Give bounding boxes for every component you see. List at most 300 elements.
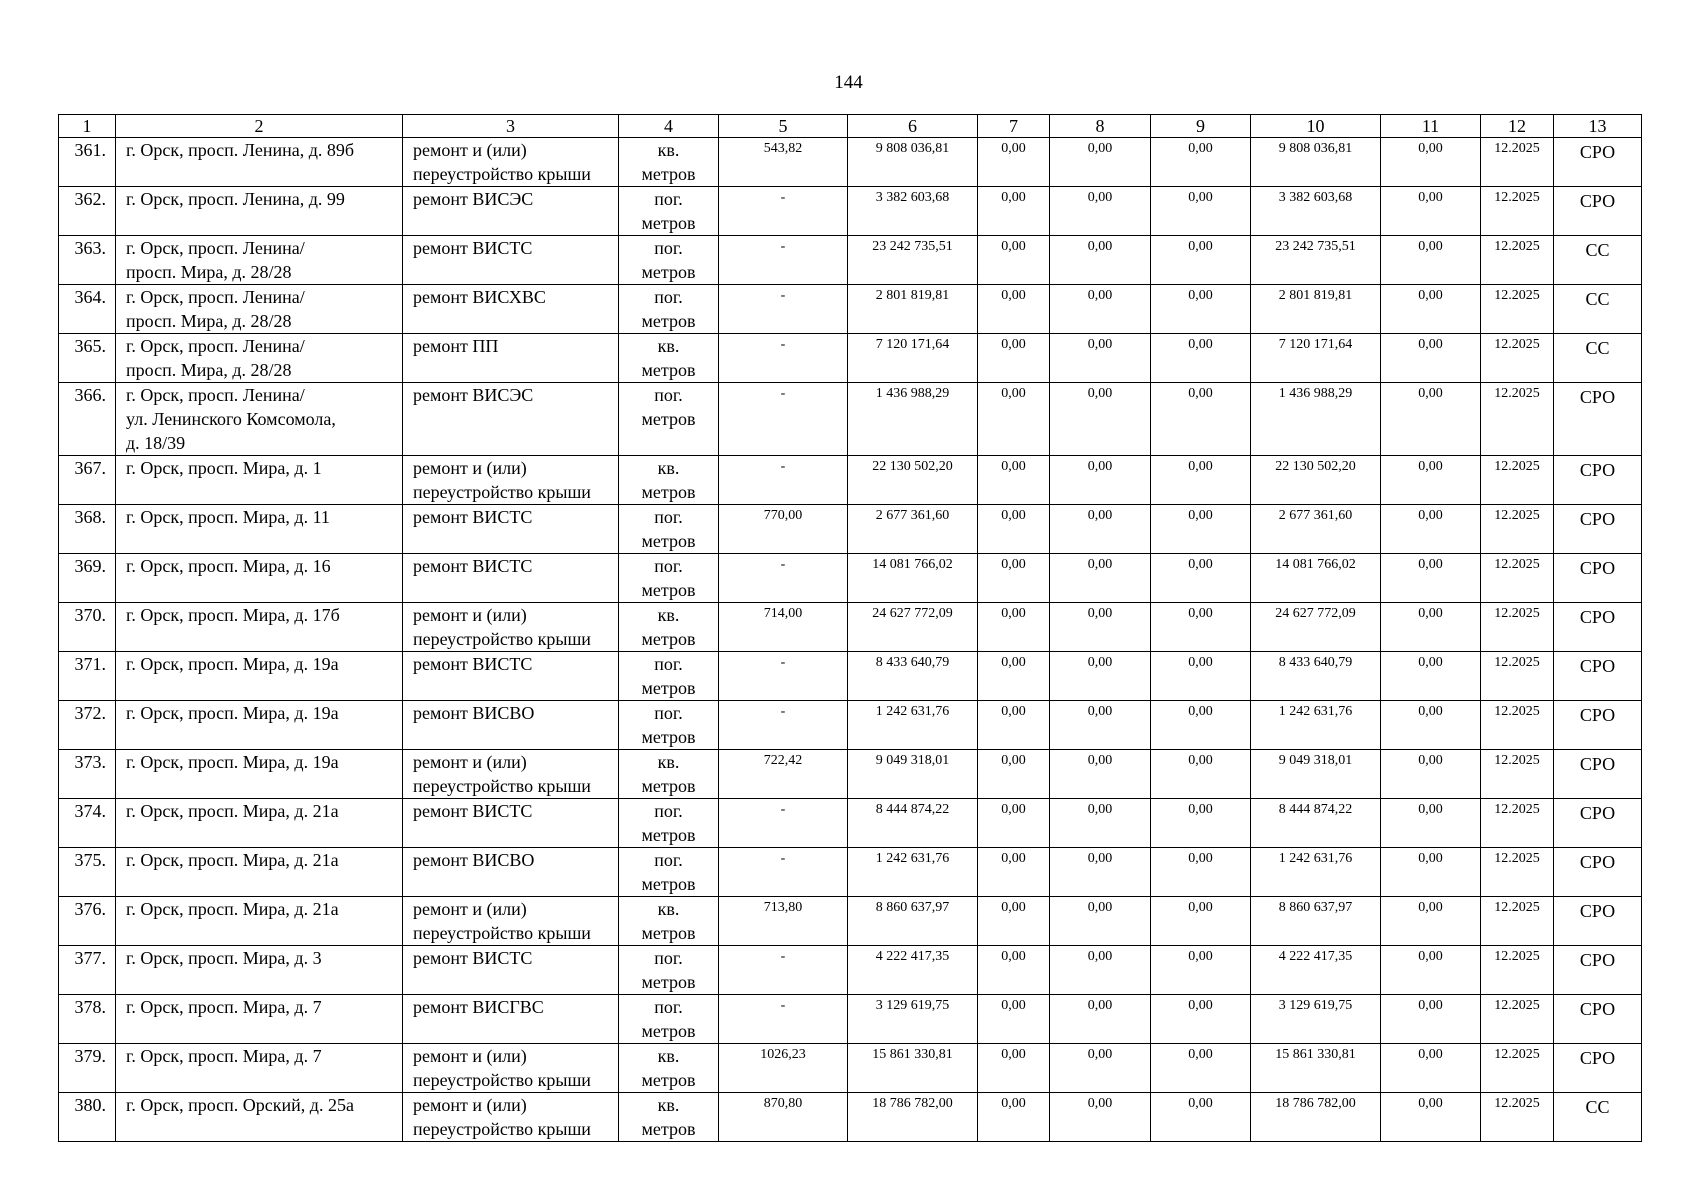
completion-date-cell: 12.2025 (1481, 897, 1554, 946)
address-line: просп. Мира, д. 28/28 (126, 360, 292, 380)
fund-type-cell: СРО (1554, 750, 1642, 799)
work-type-line: переустройство крыши (413, 776, 591, 796)
unit-line: метров (641, 360, 696, 380)
work-type-line: ремонт и (или) (413, 1095, 527, 1115)
work-type-line: ремонт и (или) (413, 140, 527, 160)
work-type-cell (403, 334, 619, 383)
value-cell-7: 0,00 (978, 334, 1050, 383)
value-cell-8: 0,00 (1050, 187, 1151, 236)
unit-line: метров (641, 482, 696, 502)
column-header: 2 (116, 115, 403, 138)
unit-cell (619, 505, 719, 554)
value-cell-8: 0,00 (1050, 995, 1151, 1044)
value-cell-11: 0,00 (1381, 1093, 1481, 1142)
column-header: 10 (1251, 115, 1381, 138)
completion-date-cell: 12.2025 (1481, 554, 1554, 603)
value-cell-8: 0,00 (1050, 456, 1151, 505)
total-cost-cell: 1 436 988,29 (848, 383, 978, 456)
unit-line: пог. (654, 703, 683, 723)
address-line: г. Орск, просп. Ленина/ (126, 238, 305, 258)
total-cost-cell: 3 382 603,68 (848, 187, 978, 236)
completion-date-cell: 12.2025 (1481, 946, 1554, 995)
value-cell-11: 0,00 (1381, 799, 1481, 848)
row-number-cell: 362. (59, 187, 116, 236)
value-cell-8: 0,00 (1050, 505, 1151, 554)
unit-line: метров (641, 923, 696, 943)
address-line: г. Орск, просп. Мира, д. 17б (126, 605, 340, 625)
work-type-cell (403, 701, 619, 750)
value-cell-11: 0,00 (1381, 285, 1481, 334)
work-type-cell (403, 138, 619, 187)
quantity-cell: - (719, 652, 848, 701)
row-number-cell: 367. (59, 456, 116, 505)
completion-date-cell: 12.2025 (1481, 285, 1554, 334)
value-cell-7: 0,00 (978, 995, 1050, 1044)
fund-cost-cell: 24 627 772,09 (1251, 603, 1381, 652)
unit-line: пог. (654, 654, 683, 674)
unit-cell (619, 750, 719, 799)
address-line: г. Орск, просп. Мира, д. 1 (126, 458, 322, 478)
fund-type-cell: СРО (1554, 652, 1642, 701)
address-cell (116, 995, 403, 1044)
unit-line: кв. (657, 1095, 680, 1115)
quantity-cell: 870,80 (719, 1093, 848, 1142)
work-type-cell (403, 554, 619, 603)
work-type-line: ремонт ВИСЭС (413, 189, 534, 209)
value-cell-11: 0,00 (1381, 187, 1481, 236)
value-cell-9: 0,00 (1151, 456, 1251, 505)
total-cost-cell: 23 242 735,51 (848, 236, 978, 285)
fund-type-cell: СРО (1554, 848, 1642, 897)
value-cell-7: 0,00 (978, 750, 1050, 799)
column-header: 4 (619, 115, 719, 138)
value-cell-9: 0,00 (1151, 1044, 1251, 1093)
value-cell-8: 0,00 (1050, 799, 1151, 848)
completion-date-cell: 12.2025 (1481, 1044, 1554, 1093)
work-type-cell (403, 236, 619, 285)
unit-cell (619, 946, 719, 995)
unit-line: метров (641, 972, 696, 992)
value-cell-8: 0,00 (1050, 897, 1151, 946)
value-cell-7: 0,00 (978, 456, 1050, 505)
address-cell (116, 554, 403, 603)
unit-cell (619, 334, 719, 383)
row-number-cell: 361. (59, 138, 116, 187)
work-type-cell (403, 505, 619, 554)
value-cell-8: 0,00 (1050, 603, 1151, 652)
unit-line: пог. (654, 556, 683, 576)
completion-date-cell: 12.2025 (1481, 236, 1554, 285)
fund-cost-cell: 1 436 988,29 (1251, 383, 1381, 456)
unit-line: пог. (654, 850, 683, 870)
row-number-cell: 378. (59, 995, 116, 1044)
value-cell-11: 0,00 (1381, 652, 1481, 701)
row-number-cell: 370. (59, 603, 116, 652)
value-cell-11: 0,00 (1381, 138, 1481, 187)
work-type-line: ремонт и (или) (413, 752, 527, 772)
fund-cost-cell: 14 081 766,02 (1251, 554, 1381, 603)
fund-type-cell: СС (1554, 285, 1642, 334)
address-cell (116, 652, 403, 701)
completion-date-cell: 12.2025 (1481, 456, 1554, 505)
row-number-cell: 372. (59, 701, 116, 750)
table-row (59, 138, 1642, 187)
unit-cell (619, 701, 719, 750)
row-number-cell: 365. (59, 334, 116, 383)
value-cell-11: 0,00 (1381, 554, 1481, 603)
work-type-cell (403, 1044, 619, 1093)
unit-line: метров (641, 678, 696, 698)
value-cell-9: 0,00 (1151, 652, 1251, 701)
table-row (59, 383, 1642, 456)
fund-cost-cell: 22 130 502,20 (1251, 456, 1381, 505)
address-cell (116, 897, 403, 946)
row-number-cell: 369. (59, 554, 116, 603)
value-cell-11: 0,00 (1381, 1044, 1481, 1093)
works-table (58, 114, 1642, 1142)
address-cell (116, 946, 403, 995)
work-type-cell (403, 799, 619, 848)
unit-line: пог. (654, 507, 683, 527)
total-cost-cell: 18 786 782,00 (848, 1093, 978, 1142)
value-cell-11: 0,00 (1381, 897, 1481, 946)
table-row (59, 946, 1642, 995)
unit-cell (619, 897, 719, 946)
quantity-cell: - (719, 456, 848, 505)
fund-type-cell: СРО (1554, 995, 1642, 1044)
fund-type-cell: СРО (1554, 383, 1642, 456)
unit-line: кв. (657, 899, 680, 919)
address-line: г. Орск, просп. Мира, д. 19а (126, 654, 339, 674)
quantity-cell: - (719, 701, 848, 750)
fund-type-cell: СРО (1554, 946, 1642, 995)
unit-line: метров (641, 825, 696, 845)
page-number: 144 (834, 72, 863, 93)
value-cell-8: 0,00 (1050, 946, 1151, 995)
value-cell-9: 0,00 (1151, 138, 1251, 187)
work-type-cell (403, 1093, 619, 1142)
total-cost-cell: 22 130 502,20 (848, 456, 978, 505)
work-type-line: ремонт и (или) (413, 458, 527, 478)
fund-type-cell: СРО (1554, 505, 1642, 554)
table-row (59, 701, 1642, 750)
fund-type-cell: СС (1554, 334, 1642, 383)
total-cost-cell: 4 222 417,35 (848, 946, 978, 995)
address-line: г. Орск, просп. Ленина/ (126, 336, 305, 356)
value-cell-7: 0,00 (978, 383, 1050, 456)
address-line: г. Орск, просп. Орский, д. 25а (126, 1095, 354, 1115)
unit-line: метров (641, 1021, 696, 1041)
address-cell (116, 187, 403, 236)
work-type-cell (403, 848, 619, 897)
completion-date-cell: 12.2025 (1481, 652, 1554, 701)
address-cell (116, 848, 403, 897)
completion-date-cell: 12.2025 (1481, 701, 1554, 750)
unit-line: кв. (657, 336, 680, 356)
fund-cost-cell: 2 677 361,60 (1251, 505, 1381, 554)
value-cell-9: 0,00 (1151, 383, 1251, 456)
table-row (59, 897, 1642, 946)
fund-cost-cell: 9 808 036,81 (1251, 138, 1381, 187)
work-type-line: ремонт и (или) (413, 899, 527, 919)
address-cell (116, 750, 403, 799)
column-header: 7 (978, 115, 1050, 138)
work-type-cell (403, 946, 619, 995)
work-type-line: ремонт ВИСТС (413, 654, 533, 674)
fund-cost-cell: 23 242 735,51 (1251, 236, 1381, 285)
address-line: г. Орск, просп. Ленина/ (126, 287, 305, 307)
value-cell-7: 0,00 (978, 799, 1050, 848)
completion-date-cell: 12.2025 (1481, 138, 1554, 187)
unit-cell (619, 1044, 719, 1093)
address-line: г. Орск, просп. Мира, д. 21а (126, 850, 339, 870)
column-header: 1 (59, 115, 116, 138)
work-type-line: ремонт и (или) (413, 1046, 527, 1066)
table-row (59, 603, 1642, 652)
address-cell (116, 138, 403, 187)
value-cell-7: 0,00 (978, 138, 1050, 187)
work-type-line: ремонт ВИСЭС (413, 385, 534, 405)
value-cell-7: 0,00 (978, 236, 1050, 285)
address-cell (116, 701, 403, 750)
address-line: г. Орск, просп. Мира, д. 3 (126, 948, 322, 968)
table-row (59, 285, 1642, 334)
address-cell (116, 1044, 403, 1093)
row-number-cell: 375. (59, 848, 116, 897)
fund-cost-cell: 18 786 782,00 (1251, 1093, 1381, 1142)
unit-line: метров (641, 580, 696, 600)
fund-cost-cell: 3 382 603,68 (1251, 187, 1381, 236)
value-cell-11: 0,00 (1381, 701, 1481, 750)
value-cell-11: 0,00 (1381, 456, 1481, 505)
column-header: 5 (719, 115, 848, 138)
fund-cost-cell: 7 120 171,64 (1251, 334, 1381, 383)
value-cell-11: 0,00 (1381, 505, 1481, 554)
value-cell-11: 0,00 (1381, 750, 1481, 799)
unit-line: метров (641, 629, 696, 649)
unit-cell (619, 848, 719, 897)
address-line: г. Орск, просп. Мира, д. 11 (126, 507, 330, 527)
work-type-line: переустройство крыши (413, 164, 591, 184)
unit-line: метров (641, 776, 696, 796)
work-type-line: переустройство крыши (413, 629, 591, 649)
total-cost-cell: 9 049 318,01 (848, 750, 978, 799)
table-row (59, 1044, 1642, 1093)
fund-type-cell: СРО (1554, 603, 1642, 652)
work-type-cell (403, 897, 619, 946)
total-cost-cell: 8 433 640,79 (848, 652, 978, 701)
work-type-cell (403, 603, 619, 652)
total-cost-cell: 24 627 772,09 (848, 603, 978, 652)
value-cell-8: 0,00 (1050, 701, 1151, 750)
fund-cost-cell: 9 049 318,01 (1251, 750, 1381, 799)
total-cost-cell: 1 242 631,76 (848, 848, 978, 897)
value-cell-9: 0,00 (1151, 897, 1251, 946)
column-header: 12 (1481, 115, 1554, 138)
work-type-cell (403, 285, 619, 334)
work-type-cell (403, 456, 619, 505)
value-cell-7: 0,00 (978, 285, 1050, 334)
quantity-cell: 543,82 (719, 138, 848, 187)
unit-line: пог. (654, 287, 683, 307)
value-cell-11: 0,00 (1381, 946, 1481, 995)
unit-cell (619, 383, 719, 456)
table-row (59, 334, 1642, 383)
quantity-cell: - (719, 848, 848, 897)
table-body (59, 138, 1642, 1142)
work-type-line: ремонт ВИСВО (413, 850, 535, 870)
value-cell-8: 0,00 (1050, 1093, 1151, 1142)
address-cell (116, 505, 403, 554)
completion-date-cell: 12.2025 (1481, 848, 1554, 897)
unit-line: пог. (654, 948, 683, 968)
work-type-line: ремонт ВИСТС (413, 801, 533, 821)
table-row (59, 652, 1642, 701)
value-cell-7: 0,00 (978, 897, 1050, 946)
unit-cell (619, 1093, 719, 1142)
value-cell-9: 0,00 (1151, 848, 1251, 897)
unit-cell (619, 799, 719, 848)
work-type-line: ремонт ВИСТС (413, 948, 533, 968)
row-number-cell: 363. (59, 236, 116, 285)
work-type-cell (403, 995, 619, 1044)
table-row (59, 995, 1642, 1044)
column-number-row (59, 115, 1642, 138)
address-line: г. Орск, просп. Ленина, д. 89б (126, 140, 355, 160)
unit-cell (619, 652, 719, 701)
unit-line: кв. (657, 140, 680, 160)
address-line: просп. Мира, д. 28/28 (126, 311, 292, 331)
column-header: 9 (1151, 115, 1251, 138)
unit-line: пог. (654, 997, 683, 1017)
value-cell-9: 0,00 (1151, 603, 1251, 652)
table-row (59, 505, 1642, 554)
total-cost-cell: 9 808 036,81 (848, 138, 978, 187)
fund-cost-cell: 15 861 330,81 (1251, 1044, 1381, 1093)
value-cell-9: 0,00 (1151, 1093, 1251, 1142)
work-type-line: ремонт ВИСТС (413, 556, 533, 576)
unit-cell (619, 187, 719, 236)
fund-type-cell: СРО (1554, 187, 1642, 236)
completion-date-cell: 12.2025 (1481, 750, 1554, 799)
quantity-cell: - (719, 383, 848, 456)
row-number-cell: 366. (59, 383, 116, 456)
row-number-cell: 380. (59, 1093, 116, 1142)
row-number-cell: 373. (59, 750, 116, 799)
address-cell (116, 799, 403, 848)
fund-type-cell: СС (1554, 1093, 1642, 1142)
fund-cost-cell: 8 433 640,79 (1251, 652, 1381, 701)
completion-date-cell: 12.2025 (1481, 799, 1554, 848)
work-type-line: ремонт и (или) (413, 605, 527, 625)
completion-date-cell: 12.2025 (1481, 1093, 1554, 1142)
value-cell-11: 0,00 (1381, 236, 1481, 285)
address-cell (116, 383, 403, 456)
total-cost-cell: 8 860 637,97 (848, 897, 978, 946)
column-header: 8 (1050, 115, 1151, 138)
address-line: просп. Мира, д. 28/28 (126, 262, 292, 282)
value-cell-8: 0,00 (1050, 236, 1151, 285)
value-cell-9: 0,00 (1151, 946, 1251, 995)
value-cell-7: 0,00 (978, 187, 1050, 236)
unit-line: метров (641, 409, 696, 429)
address-line: г. Орск, просп. Мира, д. 19а (126, 752, 339, 772)
total-cost-cell: 3 129 619,75 (848, 995, 978, 1044)
fund-cost-cell: 8 860 637,97 (1251, 897, 1381, 946)
completion-date-cell: 12.2025 (1481, 383, 1554, 456)
value-cell-9: 0,00 (1151, 285, 1251, 334)
row-number-cell: 379. (59, 1044, 116, 1093)
work-type-cell (403, 652, 619, 701)
unit-cell (619, 236, 719, 285)
address-line: г. Орск, просп. Ленина, д. 99 (126, 189, 345, 209)
unit-line: пог. (654, 385, 683, 405)
value-cell-7: 0,00 (978, 1093, 1050, 1142)
value-cell-7: 0,00 (978, 652, 1050, 701)
value-cell-11: 0,00 (1381, 383, 1481, 456)
value-cell-7: 0,00 (978, 505, 1050, 554)
value-cell-7: 0,00 (978, 701, 1050, 750)
unit-line: кв. (657, 605, 680, 625)
fund-type-cell: СРО (1554, 138, 1642, 187)
table-row (59, 187, 1642, 236)
unit-cell (619, 456, 719, 505)
value-cell-9: 0,00 (1151, 995, 1251, 1044)
unit-line: метров (641, 727, 696, 747)
unit-line: метров (641, 311, 696, 331)
work-type-line: ремонт ВИСТС (413, 238, 533, 258)
unit-line: метров (641, 531, 696, 551)
address-cell (116, 334, 403, 383)
completion-date-cell: 12.2025 (1481, 505, 1554, 554)
fund-type-cell: СРО (1554, 701, 1642, 750)
completion-date-cell: 12.2025 (1481, 995, 1554, 1044)
table-row (59, 799, 1642, 848)
unit-line: пог. (654, 238, 683, 258)
value-cell-9: 0,00 (1151, 799, 1251, 848)
quantity-cell: 713,80 (719, 897, 848, 946)
fund-type-cell: СРО (1554, 897, 1642, 946)
unit-line: кв. (657, 458, 680, 478)
value-cell-8: 0,00 (1050, 138, 1151, 187)
work-type-cell (403, 750, 619, 799)
address-line: г. Орск, просп. Мира, д. 21а (126, 801, 339, 821)
unit-line: пог. (654, 801, 683, 821)
fund-type-cell: СС (1554, 236, 1642, 285)
quantity-cell: - (719, 187, 848, 236)
quantity-cell: - (719, 236, 848, 285)
address-line: г. Орск, просп. Мира, д. 16 (126, 556, 331, 576)
total-cost-cell: 15 861 330,81 (848, 1044, 978, 1093)
value-cell-7: 0,00 (978, 1044, 1050, 1093)
quantity-cell: - (719, 554, 848, 603)
address-line: г. Орск, просп. Мира, д. 7 (126, 1046, 322, 1066)
value-cell-9: 0,00 (1151, 701, 1251, 750)
fund-cost-cell: 1 242 631,76 (1251, 701, 1381, 750)
quantity-cell: - (719, 285, 848, 334)
address-line: г. Орск, просп. Ленина/ (126, 385, 305, 405)
work-type-line: переустройство крыши (413, 923, 591, 943)
total-cost-cell: 2 677 361,60 (848, 505, 978, 554)
quantity-cell: 770,00 (719, 505, 848, 554)
work-type-cell (403, 187, 619, 236)
value-cell-11: 0,00 (1381, 995, 1481, 1044)
quantity-cell: - (719, 946, 848, 995)
row-number-cell: 364. (59, 285, 116, 334)
value-cell-7: 0,00 (978, 554, 1050, 603)
address-line: г. Орск, просп. Мира, д. 21а (126, 899, 339, 919)
value-cell-9: 0,00 (1151, 750, 1251, 799)
